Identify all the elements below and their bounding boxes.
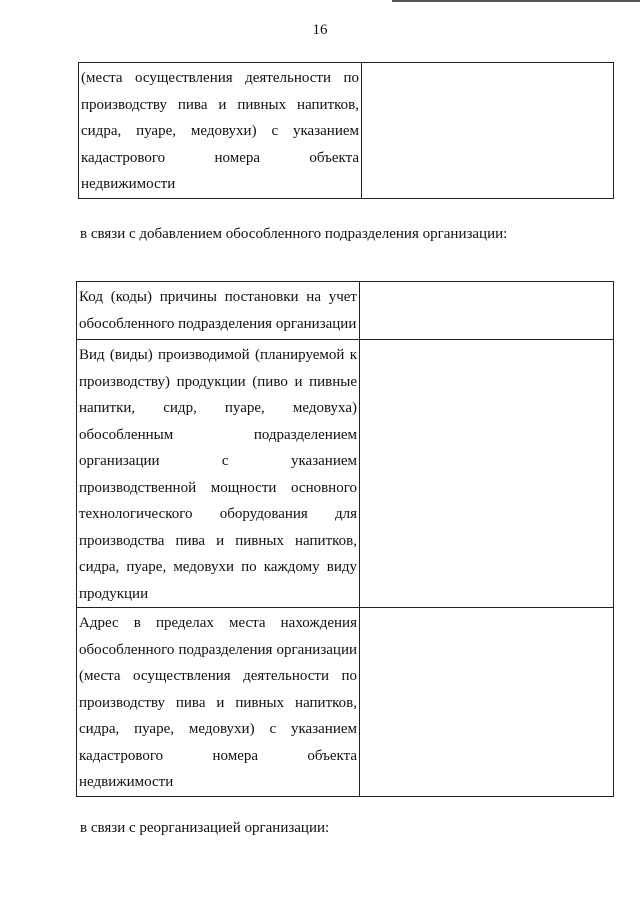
table-row [77,608,614,797]
section-caption-reorganization: в связи с реорганизацией организации: [80,820,330,836]
label-line: Вид (виды) производимой (планируемой к [79,347,357,363]
row-label-address-continued [79,63,362,199]
page-number: 16 [312,22,328,38]
row-label-product-types [77,340,360,608]
table-row [77,340,614,608]
label-line: сидра, пуаре, медовухи) с указанием [79,721,357,737]
label-line: кадастрового номера объекта [79,747,357,764]
section-caption-new-subdivision: в связи с добавлением обособленного подразделения организации: [80,226,508,242]
table-row [77,282,614,340]
label-line: обособленного подразделения организации [79,315,357,332]
label-line: производству пива и пивных напитков, [81,96,359,113]
label-line: продукции [79,585,149,602]
label-line: Адрес в пределах места нахождения [79,615,357,631]
label-line: Код (коды) причины постановки на учет [79,289,357,305]
row-label-subdivision-address [77,608,360,797]
label-line: недвижимости [79,774,174,790]
label-line: (места осуществления деятельности по [81,70,359,86]
label-line: технологического оборудования для [79,506,357,522]
label-line: недвижимости [81,176,176,192]
label-line: организации с указанием [79,453,357,469]
label-line: сидра, пуаре, медовухи по каждому виду [79,559,357,575]
scan-top-border [392,0,640,2]
row-label-kpp-codes [77,282,360,340]
label-line: производства пива и пивных напитков, [79,532,357,549]
form-table-continued [78,62,614,199]
value-cell [362,63,614,199]
label-line: сидра, пуаре, медовухи) с указанием [81,123,359,139]
value-cell [360,282,614,340]
label-line: кадастрового номера объекта [81,149,359,166]
label-line: напитки, сидр, пуаре, медовуха) [79,400,357,416]
label-line: производству) продукции (пиво и пивные [79,373,357,390]
value-cell [360,340,614,608]
form-table-subdivision [76,281,614,797]
label-line: производственной мощности основного [79,479,357,496]
value-cell [360,608,614,797]
label-line: обособленным подразделением [79,426,357,443]
label-line: производству пива и пивных напитков, [79,694,357,711]
label-line: (места осуществления деятельности по [79,668,357,684]
label-line: обособленного подразделения организации [79,641,357,658]
table-row [79,63,614,199]
